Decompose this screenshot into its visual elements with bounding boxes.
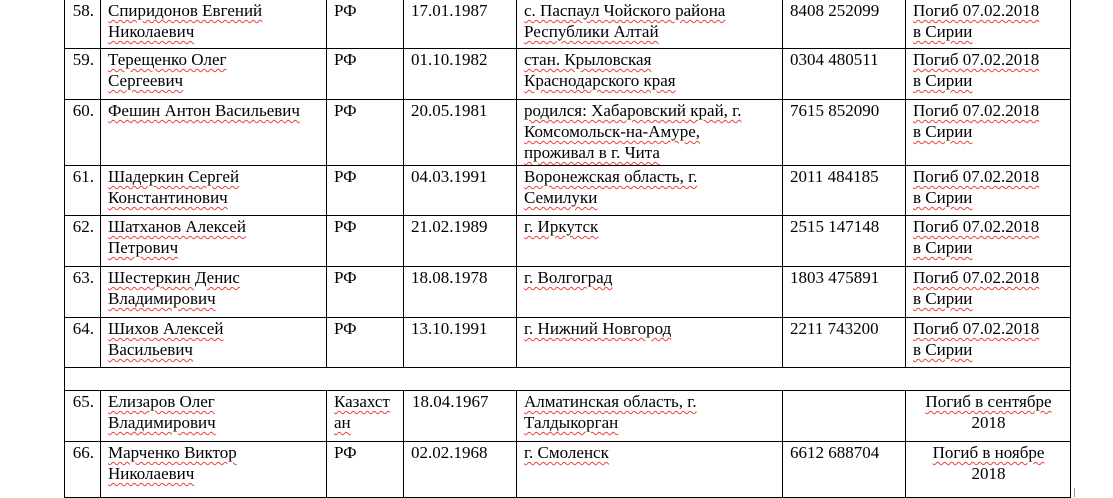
birth-date: 02.02.1968 — [404, 442, 517, 498]
table-row — [65, 0, 1071, 49]
place-line: Алматинская область, г. — [524, 392, 697, 411]
place-line: родился: Хабаровский край, г. — [524, 101, 742, 120]
name-line: Терещенко Олег — [108, 50, 227, 69]
country: РФ — [327, 166, 404, 216]
casualty-table — [64, 0, 1071, 498]
fate-line: в Сирии — [913, 238, 973, 257]
table-row — [65, 391, 1071, 442]
row-number: 65. — [65, 391, 101, 442]
name-line: Николаевич — [108, 464, 195, 483]
row-number: 62. — [65, 216, 101, 267]
row-number: 58. — [65, 0, 101, 49]
place-line: г. Иркутск — [524, 217, 599, 236]
place-line: Краснодарского края — [524, 71, 676, 90]
fate — [906, 391, 1071, 442]
person-name — [101, 318, 327, 368]
passport-number: 1803 475891 — [783, 267, 906, 318]
place-line: Комсомольск-на-Амуре, — [524, 122, 701, 141]
fate — [906, 100, 1071, 166]
fate-line: Погиб 07.02.2018 — [913, 167, 1040, 186]
person-name — [101, 267, 327, 318]
country: РФ — [327, 0, 404, 49]
name-line: Сергеевич — [108, 71, 184, 90]
fate — [906, 166, 1071, 216]
country: РФ — [327, 442, 404, 498]
table-row — [65, 267, 1071, 318]
country: РФ — [327, 49, 404, 100]
name-line: Шатханов Алексей — [108, 217, 246, 236]
birth-place — [517, 442, 783, 498]
place-line: г. Нижний Новгород — [524, 319, 672, 338]
name-line: Владимирович — [108, 289, 216, 308]
passport-number: 7615 852090 — [783, 100, 906, 166]
person-name — [101, 442, 327, 498]
name-line: Елизаров Олег — [108, 392, 215, 411]
birth-date: 18.04.1967 — [404, 391, 517, 442]
name-line: Николаевич — [108, 22, 195, 41]
birth-date: 18.08.1978 — [404, 267, 517, 318]
row-number: 66. — [65, 442, 101, 498]
fate-line: в Сирии — [913, 71, 973, 90]
birth-place — [517, 391, 783, 442]
place-line: Семилуки — [524, 188, 598, 207]
place-line: с. Паспаул Чойского района — [524, 1, 726, 20]
country: РФ — [327, 267, 404, 318]
country — [327, 391, 404, 442]
birth-date: 04.03.1991 — [404, 166, 517, 216]
name-line: Шестеркин Денис — [108, 268, 240, 287]
name-line: Петрович — [108, 238, 179, 257]
birth-place — [517, 49, 783, 100]
passport-number — [783, 391, 906, 442]
row-number: 61. — [65, 166, 101, 216]
passport-number: 2515 147148 — [783, 216, 906, 267]
country: РФ — [327, 216, 404, 267]
place-line: Талдыкорган — [524, 413, 619, 432]
fate-line: в Сирии — [913, 340, 973, 359]
table-row — [65, 100, 1071, 166]
fate-line: в Сирии — [913, 188, 973, 207]
fate-line: 2018 — [971, 413, 1006, 432]
fate — [906, 318, 1071, 368]
row-number: 60. — [65, 100, 101, 166]
birth-place — [517, 100, 783, 166]
place-line: г. Смоленск — [524, 443, 609, 462]
birth-date: 13.10.1991 — [404, 318, 517, 368]
name-line: Спиридонов Евгений — [108, 1, 263, 20]
fate-line: Погиб 07.02.2018 — [913, 268, 1040, 287]
person-name — [101, 216, 327, 267]
fate-line: Погиб в сентябре — [925, 392, 1052, 411]
place-line: стан. Крыловская — [524, 50, 652, 69]
fate-line: Погиб 07.02.2018 — [913, 50, 1040, 69]
fate-line: в Сирии — [913, 22, 973, 41]
fate — [906, 442, 1071, 498]
fate-line: Погиб 07.02.2018 — [913, 319, 1040, 338]
row-number: 59. — [65, 49, 101, 100]
fate — [906, 216, 1071, 267]
birth-date: 01.10.1982 — [404, 49, 517, 100]
place-line: г. Волгоград — [524, 268, 613, 287]
birth-place — [517, 267, 783, 318]
birth-place — [517, 0, 783, 49]
person-name — [101, 391, 327, 442]
place-line: Республики Алтай — [524, 22, 659, 41]
fate — [906, 49, 1071, 100]
table-row — [65, 49, 1071, 100]
page-edge-marker — [1074, 488, 1075, 497]
country: РФ — [327, 318, 404, 368]
birth-place — [517, 166, 783, 216]
fate-line: в Сирии — [913, 289, 973, 308]
person-name — [101, 166, 327, 216]
fate-line: Погиб 07.02.2018 — [913, 1, 1040, 20]
person-name — [101, 49, 327, 100]
passport-number: 6612 688704 — [783, 442, 906, 498]
place-line: проживал в г. Чита — [524, 143, 660, 162]
row-number: 63. — [65, 267, 101, 318]
table-row — [65, 166, 1071, 216]
name-line: Владимирович — [108, 413, 216, 432]
fate-line: Погиб в ноябре — [932, 443, 1045, 462]
person-name — [101, 0, 327, 49]
person-name — [101, 100, 327, 166]
fate-line: Погиб 07.02.2018 — [913, 217, 1040, 236]
passport-number: 0304 480511 — [783, 49, 906, 100]
name-line: Шадеркин Сергей — [108, 167, 240, 186]
passport-number: 8408 252099 — [783, 0, 906, 49]
name-line: Васильевич — [108, 340, 193, 359]
row-number: 64. — [65, 318, 101, 368]
country-line: Казахст — [334, 392, 390, 411]
place-line: Воронежская область, г. — [524, 167, 698, 186]
table-row — [65, 442, 1071, 498]
birth-place — [517, 216, 783, 267]
table-spacer-row — [65, 368, 1071, 391]
fate-line: Погиб 07.02.2018 — [913, 101, 1040, 120]
fate — [906, 267, 1071, 318]
passport-number: 2011 484185 — [783, 166, 906, 216]
birth-date: 20.05.1981 — [404, 100, 517, 166]
passport-number: 2211 743200 — [783, 318, 906, 368]
name-line: Константинович — [108, 188, 228, 207]
name-line: Фешин Антон Васильевич — [108, 101, 300, 120]
fate-line: в Сирии — [913, 122, 973, 141]
table-row — [65, 318, 1071, 368]
birth-date: 17.01.1987 — [404, 0, 517, 49]
country: РФ — [327, 100, 404, 166]
fate-line: 2018 — [971, 464, 1006, 483]
country-line: ан — [334, 413, 351, 432]
birth-date: 21.02.1989 — [404, 216, 517, 267]
fate — [906, 0, 1071, 49]
table-row — [65, 216, 1071, 267]
name-line: Шихов Алексей — [108, 319, 224, 338]
birth-place — [517, 318, 783, 368]
name-line: Марченко Виктор — [108, 443, 237, 462]
spacer-cell — [65, 368, 1071, 391]
